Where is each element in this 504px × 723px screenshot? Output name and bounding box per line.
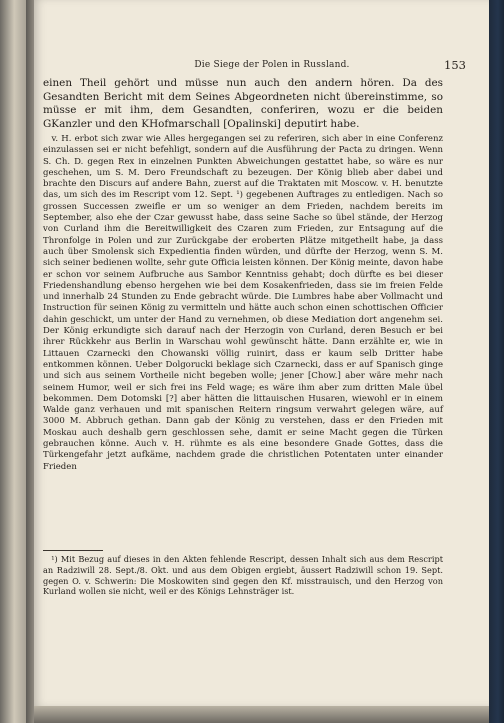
running-title: Die Siege der Polen in Russland. <box>194 60 350 70</box>
footnote-separator <box>43 550 103 551</box>
footnote-text: ¹) Mit Bezug auf dieses in den Akten fehlende Rescript, dessen Inhalt sich aus dem Rescript an Radziwill 28. Sept./8. Okt. und aus dem Obigen ergiebt, äussert Radziwill schon 19. Sept. gegen O. v. Schwerin: Die Moskowiten sind gegen den Kf. misstrauisch, und den Herzog von Kurland wollen sie nicht, weil er des Königs Lehnsträger ist. <box>43 554 443 597</box>
book-cover-edge <box>489 0 504 723</box>
book-gutter <box>26 0 34 723</box>
page-stack-edge <box>34 706 489 723</box>
page-header <box>78 58 466 72</box>
report-text-block <box>43 134 443 473</box>
main-text-block <box>43 77 443 132</box>
main-paragraph: einen Theil gehört und müsse nun auch den andern hören. Da des Gesandten Bericht mit dem Seines Abgeordneten nicht übereinstimme, so müsse er mit ihm, dem Gesandten, conferiren, wozu er die beiden GKanzler und den KHofmarschall [Opalinski] deputirt habe. <box>43 77 443 131</box>
left-page-edge <box>0 0 26 723</box>
footnote-block <box>43 554 443 597</box>
page-number: 153 <box>444 58 466 72</box>
report-paragraph: v. H. erbot sich zwar wie Alles hergegangen sei zu referiren, sich aber in eine Conferenz einzulassen sei er nicht befehligt, sondern auf die Ausführung der Pacta zu dringen. Wenn S. Ch. D. gegen Rex in einzelnen Punkten Abweichungen gestattet habe, so wäre es nur geschehen, um S. M. Dero Freundschaft zu bezeugen. Der König blieb aber dabei und brachte den Discurs auf andere Bahn, zuerst auf die Traktaten mit Moscow. v. H. benutzte das, um sich des im Rescript vom 12. Sept. ¹) gegebenen Auftrages zu entledigen. Nach so grossen Successen zweifle er um so weniger an dem Frieden, nachdem bereits im September, also ehe der Czar gewusst habe, dass seine Sache so übel stände, der Herzog von Curland ihm die Bereitwilligkeit des Czaren zum Frieden, zur Entsagung auf die Thronfolge in Polen und zur Zurückgabe der eroberten Plätze mitgetheilt habe, ja dass auch über Smolensk sich Expedientia finden würden, und dürfte der Herzog, wenn S. M. sich seiner bedienen wollte, sehr gute Officia leisten können. Der König meinte, davon habe er schon vor seinem Aufbruche aus Sambor Kenntniss gehabt; doch dürfte es bei dieser Friedenshandlung ebenso hergehen wie bei dem Kosakenfrieden, dass sie im freien Felde und innerhalb 24 Stunden zu Ende gebracht würde. Die Lumbres habe aber Vollmacht und Instruction für seinen König zu vermitteln und hätte auch schon einen schottischen Officier dahin geschickt, um unter der Hand zu vernehmen, ob diese Mediation dort angenehm sei. Der König erkundigte sich darauf nach der Herzogin von Curland, deren Besuch er bei ihrer Rückkehr aus Berlin in Warschau wohl gewünscht hätte. Dann erzählte er, wie in Littauen Czarnecki den Chowanski völlig ruinirt, dass er kaum selb Dritter habe entkommen können. Ueber Dolgorucki beklage sich Czarnecki, dass er auf Spanisch ginge und sich aus seinem Vortheile nicht begeben wolle; jener [Chow.] aber wäre mehr nach seinem Humor, weil er sich frei ins Feld wage; es wäre ihm aber zum dritten Male übel bekommen. Dem Dotomski [?] aber hätten die littauischen Husaren, wiewohl er in einem Walde ganz verhauen und mit spanischen Reitern ringsum verwahrt gelegen wäre, auf 3000 M. Abbruch gethan. Dann gab der König zu verstehen, dass er den Frieden mit Moskau auch deshalb gern geschlossen sehe, damit er seine Macht gegen die Türken gebrauchen könne. Auch v. H. rühmte es als eine besondere Gnade Gottes, dass die Türkengefahr jetzt aufkäme, nachdem grade die christlichen Potentaten unter einander Frieden <box>43 134 443 472</box>
